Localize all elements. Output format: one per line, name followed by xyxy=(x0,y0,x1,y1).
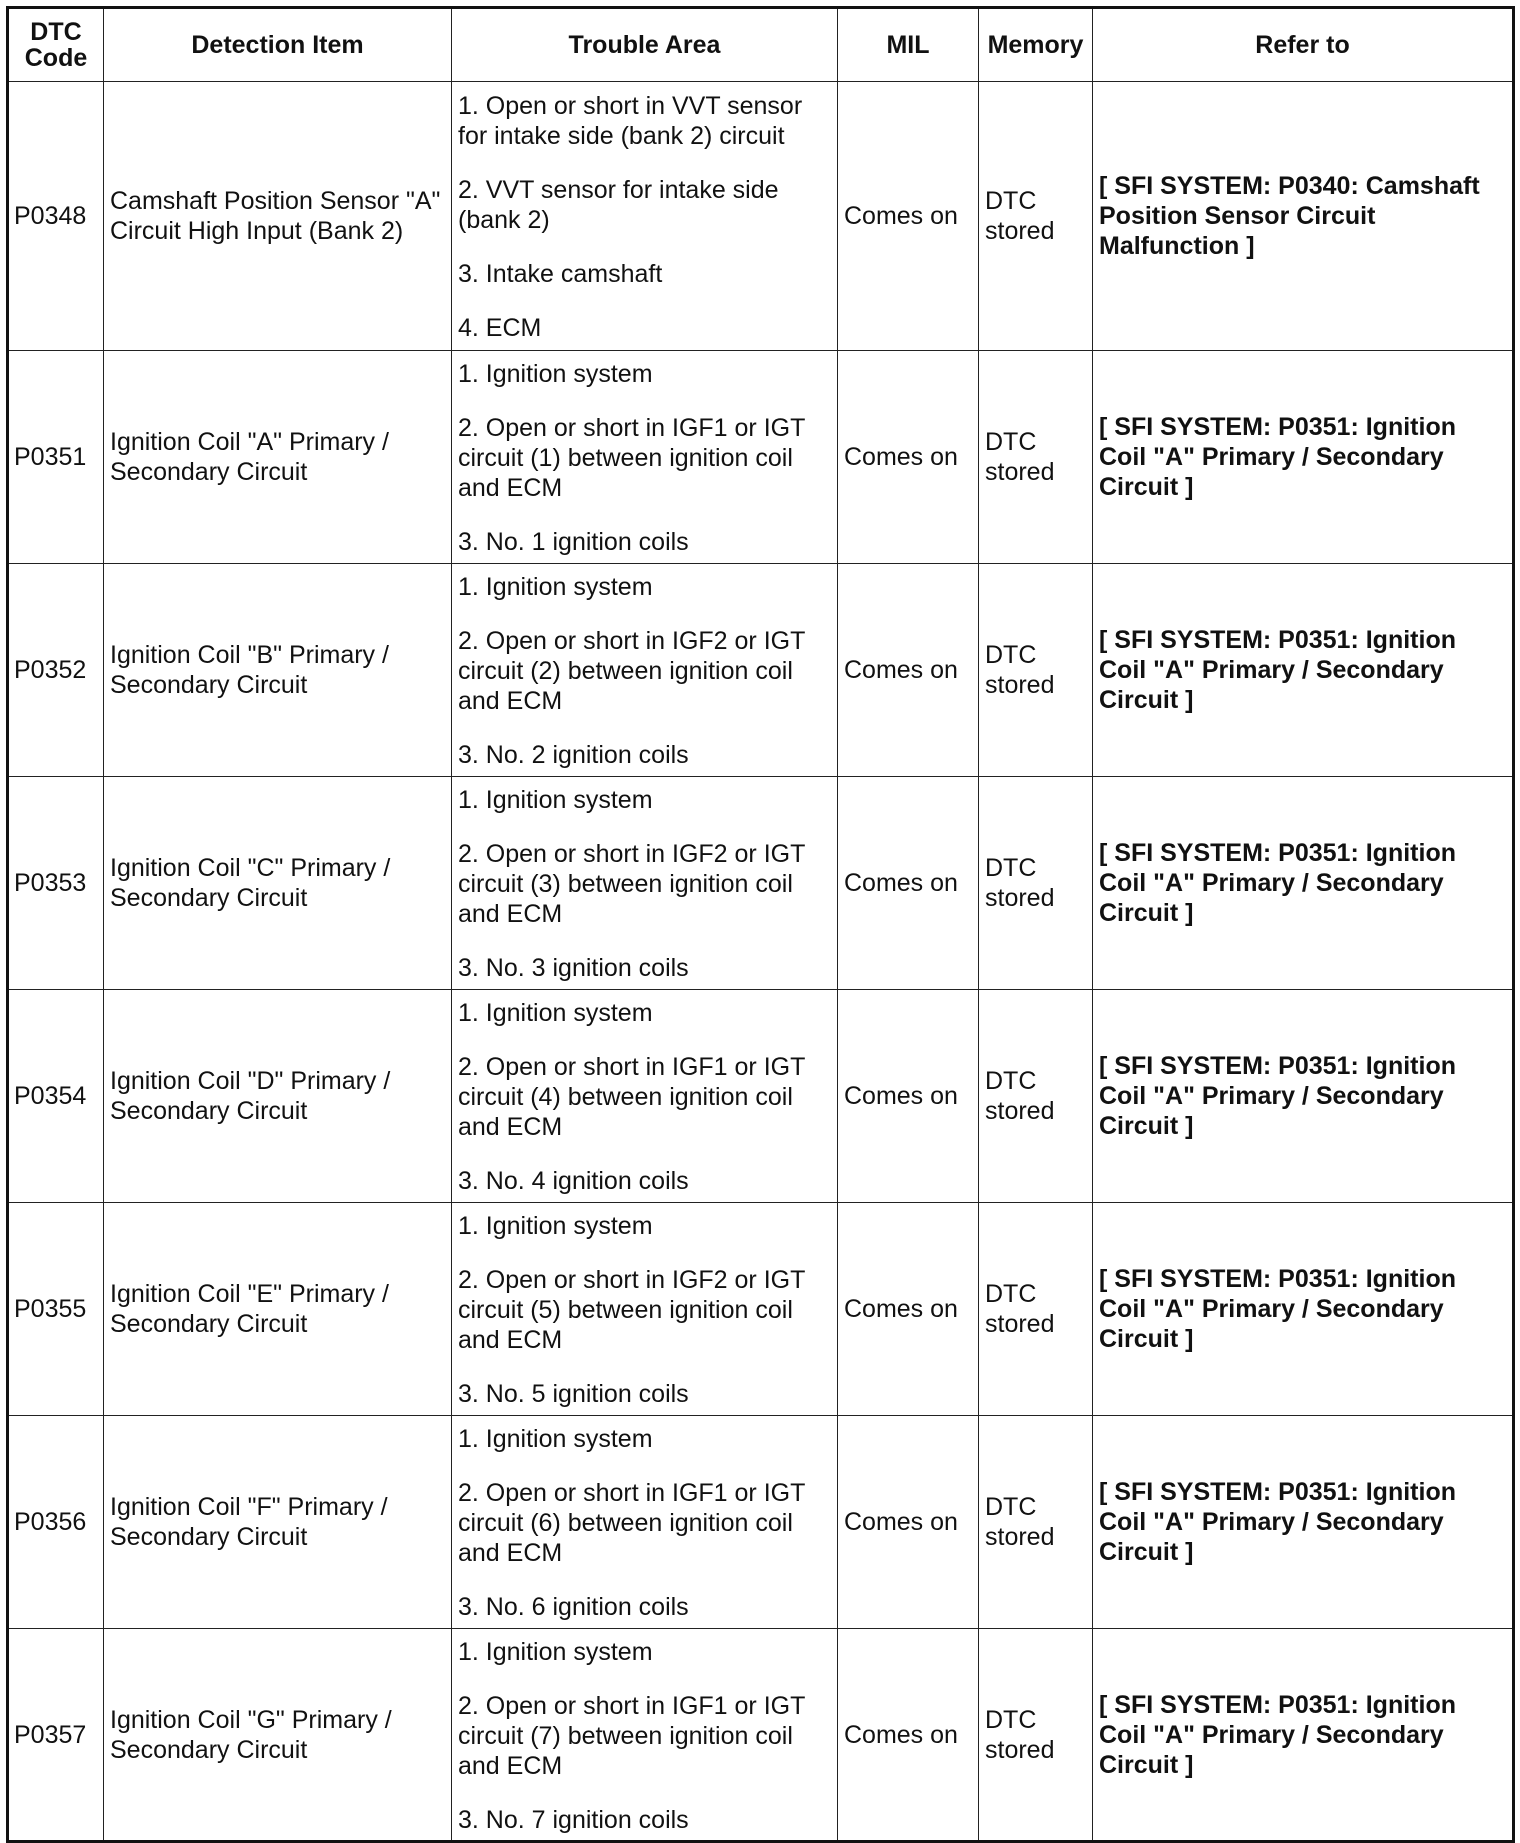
mil-cell: Comes on xyxy=(838,564,979,777)
trouble-area-item: 1. Ignition system xyxy=(458,999,653,1027)
dtc-code-cell: P0348 xyxy=(8,82,104,351)
trouble-area-item: 2. Open or short in IGF1 or IGT circuit (4) between ignition coil and ECM xyxy=(458,1053,805,1141)
refer-to-cell: [ SFI SYSTEM: P0351: Ignition Coil "A" Primary / Secondary Circuit ] xyxy=(1093,777,1514,990)
table-row xyxy=(8,777,1514,990)
memory-cell: DTC stored xyxy=(979,990,1093,1203)
trouble-area-item: 3. No. 3 ignition coils xyxy=(458,954,689,982)
memory-cell: DTC stored xyxy=(979,777,1093,990)
detection-item-cell: Ignition Coil "E" Primary / Secondary Circuit xyxy=(104,1203,452,1416)
dtc-code-cell: P0357 xyxy=(8,1629,104,1842)
trouble-area-cell xyxy=(452,990,838,1203)
refer-to-cell: [ SFI SYSTEM: P0351: Ignition Coil "A" Primary / Secondary Circuit ] xyxy=(1093,564,1514,777)
trouble-area-item: 1. Ignition system xyxy=(458,1425,653,1453)
trouble-area-item: 3. No. 5 ignition coils xyxy=(458,1380,689,1408)
trouble-area-cell xyxy=(452,1416,838,1629)
trouble-area-item: 2. Open or short in IGF1 or IGT circuit (1) between ignition coil and ECM xyxy=(458,414,805,502)
mil-cell: Comes on xyxy=(838,990,979,1203)
trouble-area-item: 3. Intake camshaft xyxy=(458,260,663,288)
mil-cell: Comes on xyxy=(838,82,979,351)
header-dtc-code-line2: Code xyxy=(24,44,88,72)
refer-to-cell: [ SFI SYSTEM: P0340: Camshaft Position Sensor Circuit Malfunction ] xyxy=(1093,82,1514,351)
header-row xyxy=(8,8,1514,82)
memory-cell: DTC stored xyxy=(979,351,1093,564)
dtc-table-document xyxy=(6,6,1512,1834)
trouble-area-cell xyxy=(452,564,838,777)
dtc-table xyxy=(6,6,1515,1843)
dtc-code-cell: P0354 xyxy=(8,990,104,1203)
header-trouble-area: Trouble Area xyxy=(452,8,838,82)
memory-cell: DTC stored xyxy=(979,1629,1093,1842)
mil-cell: Comes on xyxy=(838,1203,979,1416)
trouble-area-item: 1. Ignition system xyxy=(458,573,653,601)
trouble-area-item: 2. Open or short in IGF2 or IGT circuit (3) between ignition coil and ECM xyxy=(458,840,805,928)
trouble-area-item: 1. Ignition system xyxy=(458,1212,653,1240)
detection-item-cell: Ignition Coil "B" Primary / Secondary Circuit xyxy=(104,564,452,777)
header-dtc-code-line1: DTC xyxy=(30,18,82,46)
memory-cell: DTC stored xyxy=(979,564,1093,777)
table-row xyxy=(8,1629,1514,1842)
dtc-code-cell: P0355 xyxy=(8,1203,104,1416)
dtc-code-cell: P0351 xyxy=(8,351,104,564)
trouble-area-item: 3. No. 4 ignition coils xyxy=(458,1167,689,1195)
detection-item-cell: Ignition Coil "G" Primary / Secondary Circuit xyxy=(104,1629,452,1842)
refer-to-cell: [ SFI SYSTEM: P0351: Ignition Coil "A" Primary / Secondary Circuit ] xyxy=(1093,1416,1514,1629)
mil-cell: Comes on xyxy=(838,777,979,990)
detection-item-cell: Ignition Coil "F" Primary / Secondary Circuit xyxy=(104,1416,452,1629)
table-row xyxy=(8,1203,1514,1416)
table-row xyxy=(8,82,1514,351)
memory-cell: DTC stored xyxy=(979,82,1093,351)
memory-cell: DTC stored xyxy=(979,1416,1093,1629)
trouble-area-item: 1. Ignition system xyxy=(458,786,653,814)
mil-cell: Comes on xyxy=(838,1416,979,1629)
table-body xyxy=(8,82,1514,1842)
table-row xyxy=(8,1416,1514,1629)
refer-to-cell: [ SFI SYSTEM: P0351: Ignition Coil "A" Primary / Secondary Circuit ] xyxy=(1093,1629,1514,1842)
trouble-area-item: 3. No. 1 ignition coils xyxy=(458,528,689,556)
detection-item-cell: Ignition Coil "A" Primary / Secondary Circuit xyxy=(104,351,452,564)
dtc-code-cell: P0352 xyxy=(8,564,104,777)
table-row xyxy=(8,351,1514,564)
dtc-code-cell: P0353 xyxy=(8,777,104,990)
detection-item-cell: Camshaft Position Sensor "A" Circuit High Input (Bank 2) xyxy=(104,82,452,351)
mil-cell: Comes on xyxy=(838,351,979,564)
trouble-area-item: 2. Open or short in IGF2 or IGT circuit (5) between ignition coil and ECM xyxy=(458,1266,805,1354)
trouble-area-item: 2. Open or short in IGF1 or IGT circuit (7) between ignition coil and ECM xyxy=(458,1691,805,1780)
trouble-area-item: 4. ECM xyxy=(458,314,542,342)
trouble-area-item: 1. Open or short in VVT sensor for intake side (bank 2) circuit xyxy=(458,92,803,150)
dtc-code-cell: P0356 xyxy=(8,1416,104,1629)
header-dtc-code xyxy=(8,8,104,82)
memory-cell: DTC stored xyxy=(979,1203,1093,1416)
header-memory: Memory xyxy=(979,8,1093,82)
refer-to-cell: [ SFI SYSTEM: P0351: Ignition Coil "A" Primary / Secondary Circuit ] xyxy=(1093,351,1514,564)
refer-to-cell: [ SFI SYSTEM: P0351: Ignition Coil "A" Primary / Secondary Circuit ] xyxy=(1093,990,1514,1203)
trouble-area-cell xyxy=(452,351,838,564)
trouble-area-cell xyxy=(452,1203,838,1416)
detection-item-cell: Ignition Coil "D" Primary / Secondary Circuit xyxy=(104,990,452,1203)
detection-item-cell: Ignition Coil "C" Primary / Secondary Circuit xyxy=(104,777,452,990)
trouble-area-item: 3. No. 2 ignition coils xyxy=(458,741,689,769)
trouble-area-cell xyxy=(452,777,838,990)
trouble-area-item: 3. No. 7 ignition coils xyxy=(458,1805,689,1834)
header-mil: MIL xyxy=(838,8,979,82)
table-row xyxy=(8,990,1514,1203)
mil-cell: Comes on xyxy=(838,1629,979,1842)
trouble-area-item: 3. No. 6 ignition coils xyxy=(458,1593,689,1621)
header-detection-item: Detection Item xyxy=(104,8,452,82)
trouble-area-item: 1. Ignition system xyxy=(458,360,653,388)
trouble-area-item: 2. VVT sensor for intake side (bank 2) xyxy=(458,176,779,234)
trouble-area-item: 2. Open or short in IGF2 or IGT circuit (2) between ignition coil and ECM xyxy=(458,627,805,715)
trouble-area-item: 2. Open or short in IGF1 or IGT circuit (6) between ignition coil and ECM xyxy=(458,1479,805,1567)
trouble-area-cell xyxy=(452,82,838,351)
trouble-area-item: 1. Ignition system xyxy=(458,1637,653,1666)
refer-to-cell: [ SFI SYSTEM: P0351: Ignition Coil "A" Primary / Secondary Circuit ] xyxy=(1093,1203,1514,1416)
table-row xyxy=(8,564,1514,777)
trouble-area-cell xyxy=(452,1629,838,1842)
header-refer-to: Refer to xyxy=(1093,8,1514,82)
